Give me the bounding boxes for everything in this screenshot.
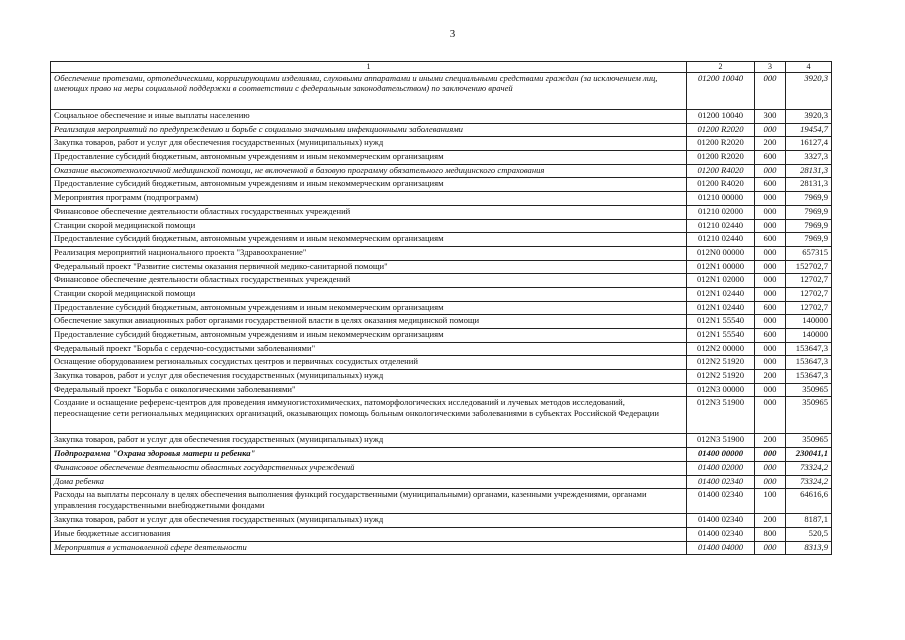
- cell-name: Предоставление субсидий бюджетным, автономным учреждениям и иным некоммерческим организациям: [51, 329, 687, 343]
- table-row: [51, 73, 832, 110]
- cell-name: Предоставление субсидий бюджетным, автономным учреждениям и иным некоммерческим организациям: [51, 178, 687, 192]
- cell-name: Федеральный проект "Развитие системы оказания первичной медико-санитарной помощи": [51, 260, 687, 274]
- budget-table: [50, 61, 832, 555]
- cell-sum: 19454,7: [786, 123, 832, 137]
- cell-type: 000: [755, 164, 786, 178]
- cell-type: 200: [755, 434, 786, 448]
- cell-type: 800: [755, 527, 786, 541]
- cell-sum: 3920,3: [786, 73, 832, 110]
- cell-type: 000: [755, 397, 786, 434]
- table-row: [51, 164, 832, 178]
- table-header-row: [51, 62, 832, 73]
- cell-sum: 140000: [786, 315, 832, 329]
- cell-type: 000: [755, 73, 786, 110]
- cell-type: 600: [755, 301, 786, 315]
- cell-type: 000: [755, 192, 786, 206]
- table-row: [51, 260, 832, 274]
- cell-code: 01200 R4020: [687, 164, 755, 178]
- cell-sum: 140000: [786, 329, 832, 343]
- cell-type: 200: [755, 370, 786, 384]
- cell-type: 300: [755, 110, 786, 124]
- cell-code: 012N0 00000: [687, 246, 755, 260]
- cell-type: 000: [755, 274, 786, 288]
- cell-type: 000: [755, 356, 786, 370]
- cell-sum: 3920,3: [786, 110, 832, 124]
- table-row: [51, 514, 832, 528]
- cell-name: Создание и оснащение референс-центров для проведения иммуногистохимических, патоморфологических исследований и лучевых методов исследований, переоснащение сети региональных медицинских организаций, оказывающих помощь больным онкологическими заболеваниями в субъектах Российской Федерации: [51, 397, 687, 434]
- cell-sum: 230041,1: [786, 448, 832, 462]
- cell-code: 01400 00000: [687, 448, 755, 462]
- cell-name: Обеспечение закупки авиационных работ органами государственной власти в целях оказания медицинской помощи: [51, 315, 687, 329]
- cell-code: 01210 02000: [687, 205, 755, 219]
- cell-code: 012N2 51920: [687, 356, 755, 370]
- cell-sum: 152702,7: [786, 260, 832, 274]
- header-col-sum: 4: [786, 62, 832, 73]
- table-row: [51, 489, 832, 514]
- table-row: [51, 397, 832, 434]
- table-row: [51, 233, 832, 247]
- cell-code: 01400 02000: [687, 461, 755, 475]
- cell-type: 600: [755, 233, 786, 247]
- table-row: [51, 356, 832, 370]
- cell-sum: 153647,3: [786, 370, 832, 384]
- table-row: [51, 123, 832, 137]
- table-row: [51, 178, 832, 192]
- cell-sum: 350965: [786, 397, 832, 434]
- cell-name: Закупка товаров, работ и услуг для обеспечения государственных (муниципальных) нужд: [51, 137, 687, 151]
- table-row: [51, 527, 832, 541]
- cell-name: Закупка товаров, работ и услуг для обеспечения государственных (муниципальных) нужд: [51, 434, 687, 448]
- cell-code: 01200 R2020: [687, 151, 755, 165]
- table-body: [51, 73, 832, 555]
- cell-name: Оснащение оборудованием региональных сосудистых центров и первичных сосудистых отделений: [51, 356, 687, 370]
- cell-code: 012N1 55540: [687, 315, 755, 329]
- cell-type: 000: [755, 541, 786, 555]
- table-row: [51, 383, 832, 397]
- cell-code: 01200 R2020: [687, 123, 755, 137]
- cell-code: 01400 02340: [687, 514, 755, 528]
- cell-name: Предоставление субсидий бюджетным, автономным учреждениям и иным некоммерческим организациям: [51, 151, 687, 165]
- header-col-type: 3: [755, 62, 786, 73]
- cell-code: 012N2 51920: [687, 370, 755, 384]
- table-row: [51, 110, 832, 124]
- cell-sum: 73324,2: [786, 461, 832, 475]
- cell-sum: 7969,9: [786, 233, 832, 247]
- cell-name: Финансовое обеспечение деятельности областных государственных учреждений: [51, 274, 687, 288]
- header-col-name: 1: [51, 62, 687, 73]
- cell-sum: 12702,7: [786, 287, 832, 301]
- cell-code: 01210 00000: [687, 192, 755, 206]
- cell-name: Социальное обеспечение и иные выплаты населению: [51, 110, 687, 124]
- table-row: [51, 287, 832, 301]
- cell-code: 012N3 00000: [687, 383, 755, 397]
- cell-sum: 28131,3: [786, 164, 832, 178]
- cell-type: 000: [755, 287, 786, 301]
- cell-name: Подпрограмма "Охрана здоровья матери и ребенка": [51, 448, 687, 462]
- cell-type: 200: [755, 514, 786, 528]
- table-row: [51, 274, 832, 288]
- cell-type: 000: [755, 260, 786, 274]
- header-col-code: 2: [687, 62, 755, 73]
- cell-sum: 350965: [786, 383, 832, 397]
- cell-code: 01210 02440: [687, 219, 755, 233]
- cell-type: 000: [755, 219, 786, 233]
- table-row: [51, 246, 832, 260]
- table-row: [51, 301, 832, 315]
- cell-sum: 16127,4: [786, 137, 832, 151]
- cell-sum: 350965: [786, 434, 832, 448]
- table-row: [51, 342, 832, 356]
- table-row: [51, 137, 832, 151]
- cell-name: Реализация мероприятий по предупреждению и борьбе с социально значимыми инфекционными заболеваниями: [51, 123, 687, 137]
- cell-type: 000: [755, 246, 786, 260]
- cell-name: Обеспечение протезами, ортопедическими, корригирующими изделиями, слуховыми аппаратами и иными специальными средствами граждан (за исключением лиц, имеющих право на меры социальной поддержки в соответствии с федеральным законодательством) по заключению врачей: [51, 73, 687, 110]
- cell-code: 012N1 02440: [687, 287, 755, 301]
- cell-code: 012N2 00000: [687, 342, 755, 356]
- cell-code: 01400 02340: [687, 527, 755, 541]
- cell-code: 012N3 51900: [687, 434, 755, 448]
- cell-name: Федеральный проект "Борьба с сердечно-сосудистыми заболеваниями": [51, 342, 687, 356]
- cell-code: 01200 R2020: [687, 137, 755, 151]
- table-row: [51, 434, 832, 448]
- cell-sum: 73324,2: [786, 475, 832, 489]
- table-row: [51, 475, 832, 489]
- table-row: [51, 329, 832, 343]
- cell-code: 01210 02440: [687, 233, 755, 247]
- cell-name: Расходы на выплаты персоналу в целях обеспечения выполнения функций государственными (муниципальными) органами, казенными учреждениями, органами управления государственными внебюджетными фондами: [51, 489, 687, 514]
- cell-type: 600: [755, 178, 786, 192]
- cell-code: 01400 02340: [687, 475, 755, 489]
- cell-name: Закупка товаров, работ и услуг для обеспечения государственных (муниципальных) нужд: [51, 370, 687, 384]
- cell-name: Мероприятия программ (подпрограмм): [51, 192, 687, 206]
- cell-code: 012N1 02000: [687, 274, 755, 288]
- cell-name: Предоставление субсидий бюджетным, автономным учреждениям и иным некоммерческим организациям: [51, 233, 687, 247]
- cell-sum: 8313,9: [786, 541, 832, 555]
- cell-sum: 64616,6: [786, 489, 832, 514]
- cell-name: Федеральный проект "Борьба с онкологическими заболеваниями": [51, 383, 687, 397]
- cell-sum: 12702,7: [786, 301, 832, 315]
- cell-sum: 657315: [786, 246, 832, 260]
- cell-code: 012N1 00000: [687, 260, 755, 274]
- cell-code: 012N1 02440: [687, 301, 755, 315]
- cell-code: 012N1 55540: [687, 329, 755, 343]
- cell-type: 000: [755, 383, 786, 397]
- cell-sum: 7969,9: [786, 205, 832, 219]
- cell-sum: 153647,3: [786, 342, 832, 356]
- cell-sum: 7969,9: [786, 219, 832, 233]
- table-row: [51, 151, 832, 165]
- cell-name: Реализация мероприятий национального проекта "Здравоохранение": [51, 246, 687, 260]
- cell-name: Оказание высокотехнологичной медицинской помощи, не включенной в базовую программу обязательного медицинского страхования: [51, 164, 687, 178]
- cell-name: Закупка товаров, работ и услуг для обеспечения государственных (муниципальных) нужд: [51, 514, 687, 528]
- table-row: [51, 219, 832, 233]
- table-row: [51, 192, 832, 206]
- cell-type: 600: [755, 329, 786, 343]
- cell-type: 600: [755, 151, 786, 165]
- cell-type: 000: [755, 342, 786, 356]
- cell-sum: 28131,3: [786, 178, 832, 192]
- cell-name: Мероприятия в установленной сфере деятельности: [51, 541, 687, 555]
- table-row: [51, 541, 832, 555]
- cell-sum: 12702,7: [786, 274, 832, 288]
- cell-code: 01200 10040: [687, 110, 755, 124]
- cell-name: Иные бюджетные ассигнования: [51, 527, 687, 541]
- cell-code: 012N3 51900: [687, 397, 755, 434]
- cell-sum: 3327,3: [786, 151, 832, 165]
- cell-type: 000: [755, 123, 786, 137]
- table-row: [51, 315, 832, 329]
- cell-code: 01200 R4020: [687, 178, 755, 192]
- cell-type: 000: [755, 448, 786, 462]
- cell-sum: 520,5: [786, 527, 832, 541]
- cell-sum: 8187,1: [786, 514, 832, 528]
- cell-sum: 153647,3: [786, 356, 832, 370]
- table-row: [51, 461, 832, 475]
- cell-type: 000: [755, 475, 786, 489]
- cell-type: 000: [755, 315, 786, 329]
- page-number: 3: [449, 28, 456, 40]
- cell-type: 200: [755, 137, 786, 151]
- cell-name: Предоставление субсидий бюджетным, автономным учреждениям и иным некоммерческим организациям: [51, 301, 687, 315]
- cell-name: Станции скорой медицинской помощи: [51, 219, 687, 233]
- table-row: [51, 448, 832, 462]
- cell-code: 01400 02340: [687, 489, 755, 514]
- cell-code: 01200 10040: [687, 73, 755, 110]
- cell-name: Финансовое обеспечение деятельности областных государственных учреждений: [51, 205, 687, 219]
- table-row: [51, 370, 832, 384]
- cell-sum: 7969,9: [786, 192, 832, 206]
- table-row: [51, 205, 832, 219]
- cell-code: 01400 04000: [687, 541, 755, 555]
- cell-type: 000: [755, 205, 786, 219]
- cell-name: Станции скорой медицинской помощи: [51, 287, 687, 301]
- cell-type: 000: [755, 461, 786, 475]
- cell-type: 100: [755, 489, 786, 514]
- cell-name: Финансовое обеспечение деятельности областных государственных учреждений: [51, 461, 687, 475]
- cell-name: Дома ребенка: [51, 475, 687, 489]
